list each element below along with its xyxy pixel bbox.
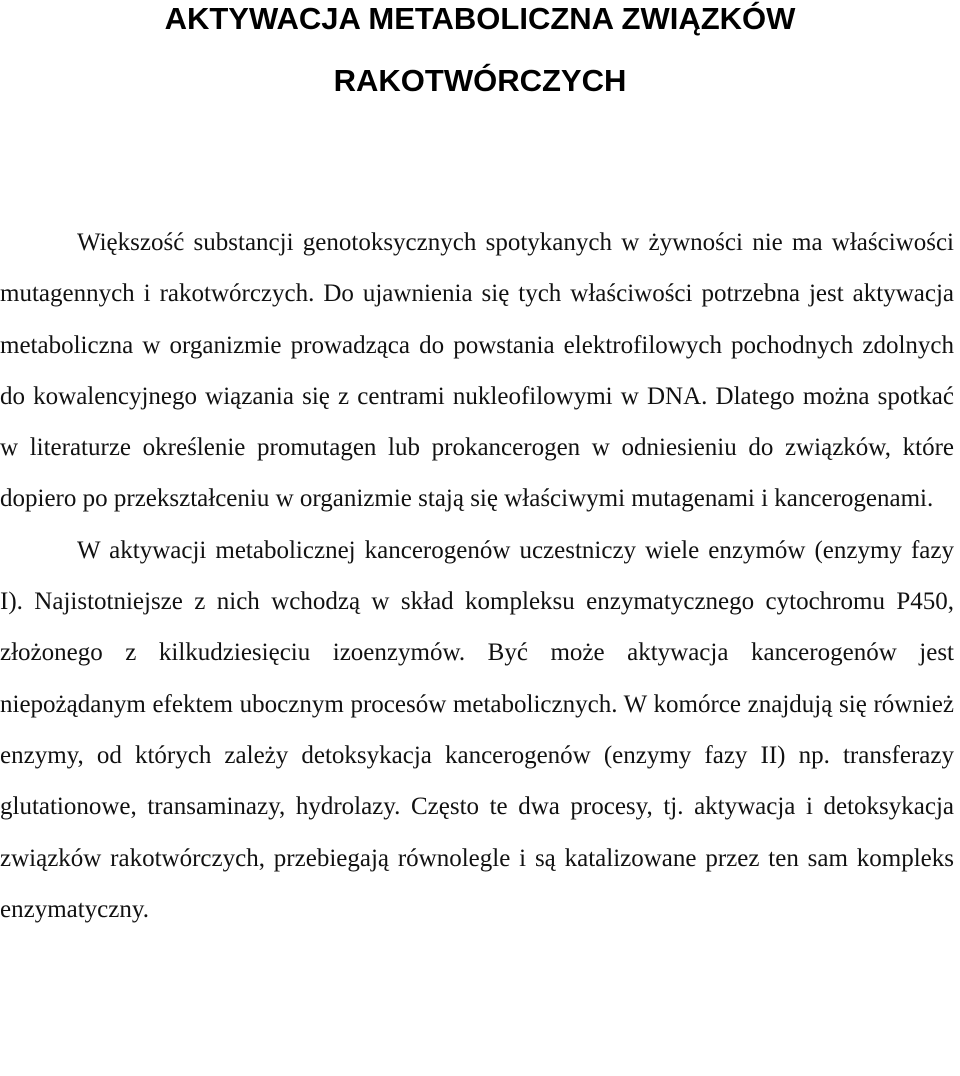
- paragraph-2: W aktywacji metabolicznej kancerogenów uczestniczy wiele enzymów (enzymy fazy I). Najistotniejsze z nich wchodzą w skład kompleksu enzymatycznego cytochromu P450, złożonego z kilkudziesięciu izoenzymów. Być może aktywacja kancerogenów jest niepożądanym efektem ubocznym procesów metabolicznych. W komórce znajdują się również enzymy, od których zależy detoksykacja kancerogenów (enzymy fazy II) np. transferazy glutationowe, transaminazy, hydrolazy. Często te dwa procesy, tj. aktywacja i detoksykacja związków rakotwórczych, przebiegają równolegle i są katalizowane przez ten sam kompleks enzymatyczny.: [0, 536, 954, 923]
- paragraph-1: Większość substancji genotoksycznych spotykanych w żywności nie ma właściwości mutagennych i rakotwórczych. Do ujawnienia się tych właściwości potrzebna jest aktywacja metaboliczna w organizmie prowadząca do powstania elektrofilowych pochodnych zdolnych do kowalencyjnego wiązania się z centrami nukleofilowymi w DNA. Dlatego można spotkać w literaturze określenie promutagen lub prokancerogen w odniesieniu do związków, które dopiero po przekształceniu w organizmie stają się właściwymi mutagenami i kancerogenami.: [0, 229, 954, 513]
- document-title: [0, 0, 960, 112]
- title-line-1: AKTYWACJA METABOLICZNA ZWIĄZKÓW: [164, 1, 796, 36]
- title-line-2: RAKOTWÓRCZYCH: [333, 63, 627, 98]
- document-body: [0, 217, 954, 935]
